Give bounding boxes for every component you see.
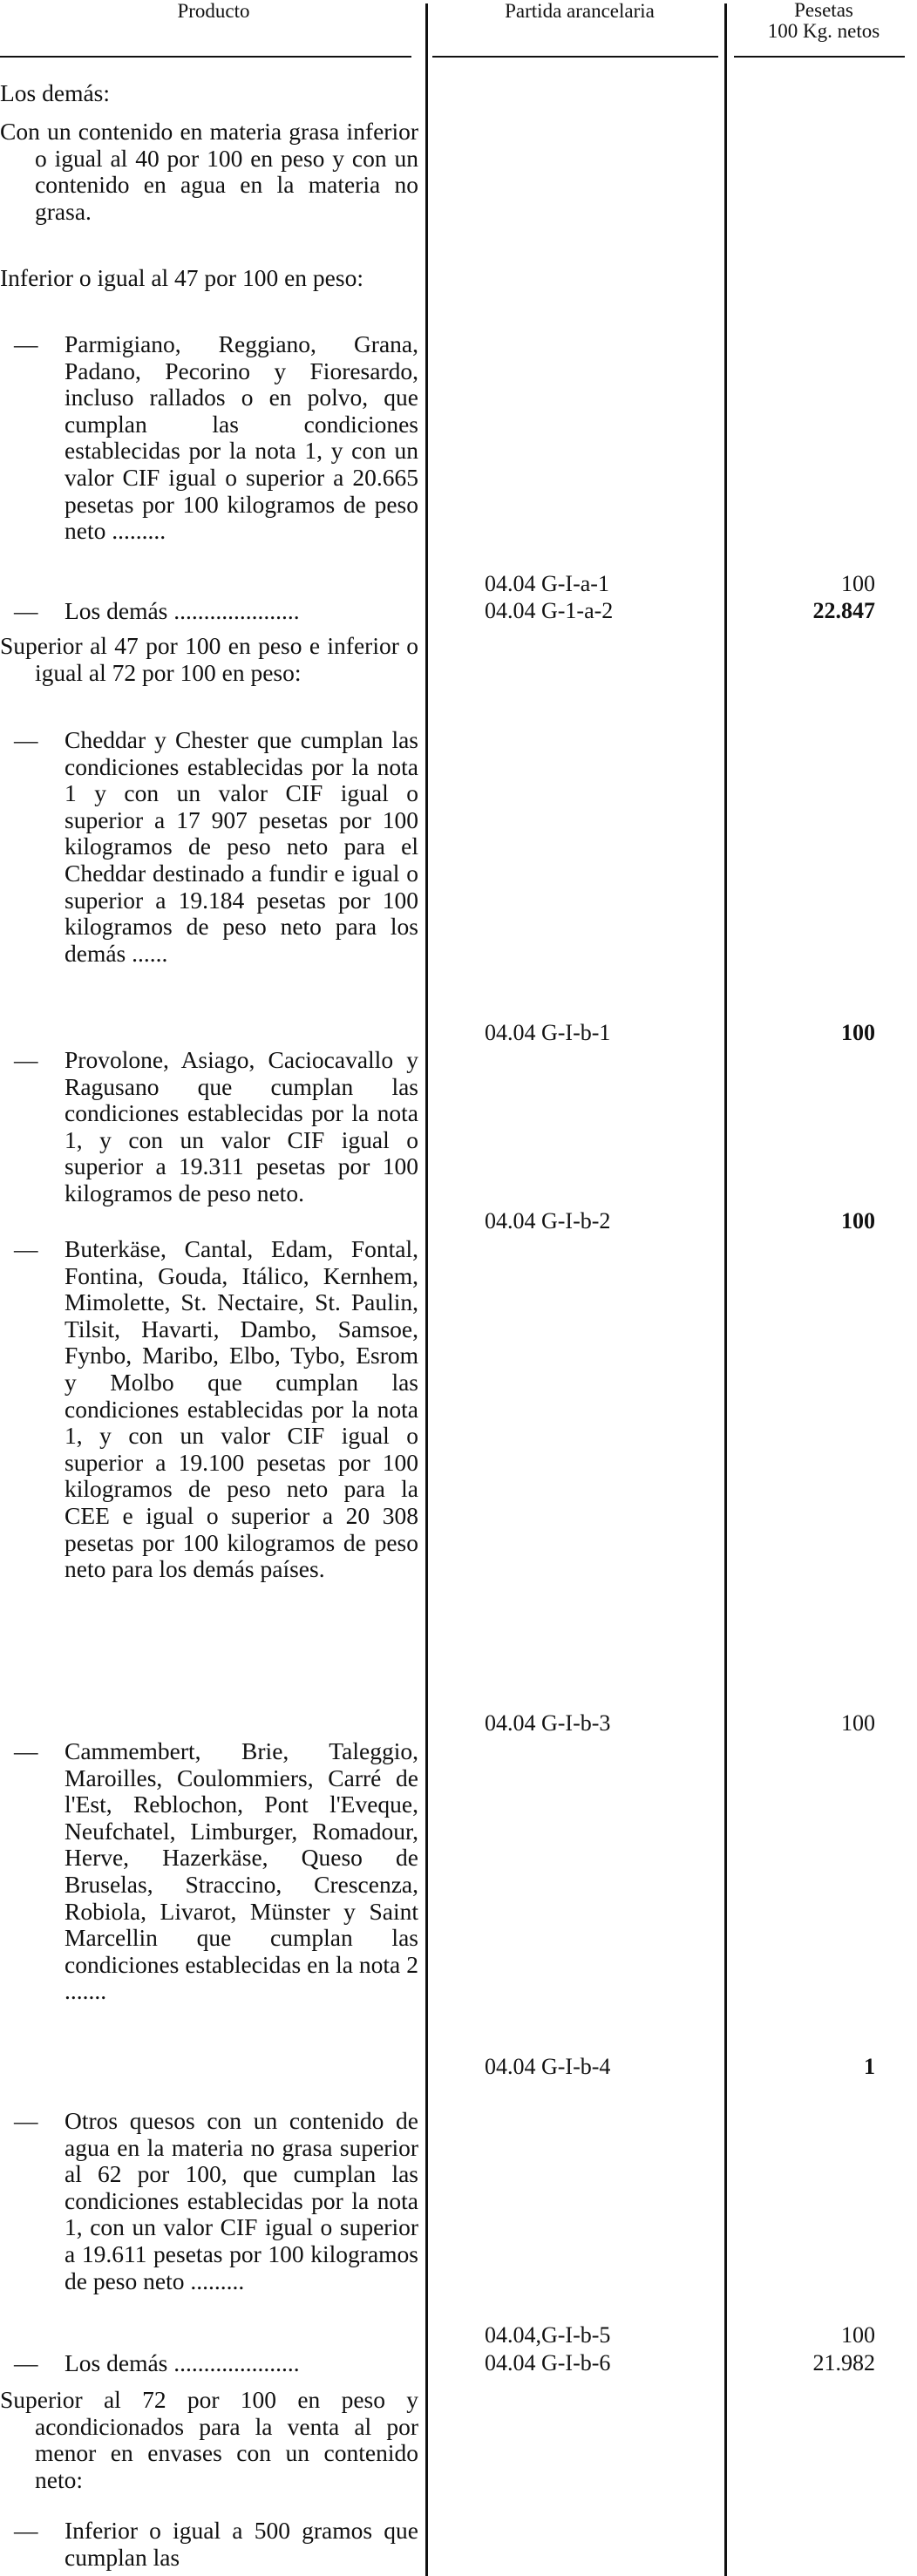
- row-otros-quesos: — Otros quesos con un contenido de agua en la materia no grasa superior al 62 por 100, que cumplan las condiciones establecidas por la nota 1, con un valor CIF igual o superior a 19.611 pesetas por 100 kilogramos de peso neto .........: [14, 2107, 418, 2294]
- price-b3: 100: [841, 1710, 875, 1736]
- header-rule-left: [0, 56, 411, 58]
- row-los-demas-b6: — Los demás .....................: [14, 2349, 300, 2376]
- row-superior-47: Superior al 47 por 100 en peso e inferior o igual al 72 por 100 en peso:: [0, 632, 418, 686]
- dash-mark: —: [14, 2107, 38, 2134]
- dash-mark: —: [14, 2517, 38, 2544]
- column-header-pesetas: [730, 0, 917, 42]
- price-b1: 100: [841, 1020, 875, 1045]
- row-superior-72: Superior al 72 por 100 en peso y acondicionados para la venta al por menor en envases con un contenido neto:: [0, 2386, 418, 2493]
- row-contenido-grasa: Con un contenido en materia grasa inferior o igual al 40 por 100 en peso y con un contenido en agua en la materia no grasa.: [0, 118, 418, 225]
- dash-mark: —: [14, 1235, 38, 1262]
- row-buterkase: — Buterkäse, Cantal, Edam, Fontal, Fontina, Gouda, Itálico, Kernhem, Mimolette, St. Nectaire, St. Paulin, Tilsit, Havarti, Dambo, Samsoe, Fynbo, Maribo, Elbo, Tybo, Esrom y Molbo que cumplan las condiciones establecidas por la nota 1, y con un valor CIF igual o superior a 19.100 pesetas por 100 kilogramos de peso neto para la CEE e igual o superior a 20 308 pesetas por 100 kilogramos de peso neto para los demás países.: [14, 1235, 418, 1583]
- code-a1: 04.04 G-I-a-1: [485, 571, 609, 596]
- price-b5: 100: [841, 2322, 875, 2348]
- pesetas-line-2: 100 Kg. netos: [767, 20, 880, 42]
- dash-mark: —: [14, 726, 38, 753]
- row-cheddar: — Cheddar y Chester que cumplan las condiciones establecidas por la nota 1 y con un valor CIF igual o superior a 17 907 pesetas por 100 kilogramos de peso neto para el Cheddar destinado a fundir e igual o superior a 19.184 pesetas por 100 kilogramos de peso neto para los demás ......: [14, 726, 418, 967]
- code-b4: 04.04 G-I-b-4: [485, 2054, 611, 2079]
- dash-mark: —: [14, 1046, 38, 1073]
- dash-mark: —: [14, 330, 38, 357]
- dash-mark: —: [14, 597, 38, 624]
- row-inferior-500: — Inferior o igual a 500 gramos que cumplan las: [14, 2517, 418, 2571]
- row-los-demas: Los demás:: [0, 79, 111, 106]
- header-rule-right: [734, 56, 905, 58]
- column-divider-1: [425, 3, 428, 2576]
- code-a2: 04.04 G-1-a-2: [485, 598, 614, 623]
- code-b6: 04.04 G-I-b-6: [485, 2350, 611, 2375]
- price-a1: 100: [841, 571, 875, 596]
- code-b1: 04.04 G-I-b-1: [485, 1020, 611, 1045]
- row-los-demas-a2: — Los demás .....................: [14, 597, 300, 624]
- row-cammembert: — Cammembert, Brie, Taleggio, Maroilles, Coulommiers, Carré de l'Est, Reblochon, Pont l'Eveque, Neufchatel, Limburger, Romadour, Herve, Hazerkäse, Queso de Bruselas, Straccino, Crescenza, Robiola, Livarot, Münster y Saint Marcellin que cumplan las condiciones establecidas en la nota 2 .......: [14, 1737, 418, 2005]
- row-provolone: — Provolone, Asiago, Caciocavallo y Ragusano que cumplan las condiciones establecidas por la nota 1, y con un valor CIF igual o superior a 19.311 pesetas por 100 kilogramos de peso neto.: [14, 1046, 418, 1206]
- pesetas-line-1: Pesetas: [794, 0, 853, 21]
- dash-mark: —: [14, 1737, 38, 1764]
- code-b3: 04.04 G-I-b-3: [485, 1710, 611, 1736]
- price-a2: 22.847: [812, 598, 875, 623]
- dash-mark: —: [14, 2349, 38, 2376]
- row-inferior-47: Inferior o igual al 47 por 100 en peso:: [0, 264, 363, 291]
- column-header-partida: Partida arancelaria: [505, 0, 655, 22]
- header-rule-middle: [432, 56, 718, 58]
- code-b5: 04.04,G-I-b-5: [485, 2322, 611, 2348]
- price-b4: 1: [864, 2054, 875, 2079]
- column-header-producto: Producto: [177, 0, 250, 22]
- column-divider-2: [724, 3, 727, 2576]
- row-parmigiano: — Parmigiano, Reggiano, Grana, Padano, Pecorino y Fioresardo, incluso rallados o en polvo, que cumplan las condiciones establecidas por la nota 1, y con un valor CIF igual o superior a 20.665 pesetas por 100 kilogramos de peso neto .........: [14, 330, 418, 545]
- price-b2: 100: [841, 1208, 875, 1234]
- price-b6: 21.982: [812, 2350, 875, 2375]
- code-b2: 04.04 G-I-b-2: [485, 1208, 611, 1234]
